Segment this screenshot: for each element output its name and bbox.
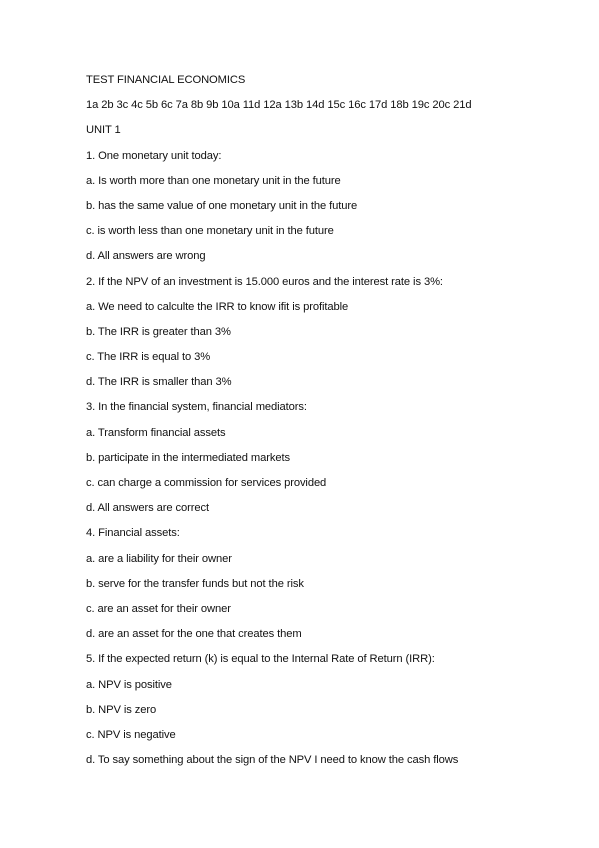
option-b: b. participate in the intermediated markets bbox=[86, 451, 291, 464]
option-b: b. has the same value of one monetary unit in the future bbox=[86, 199, 358, 212]
question-block-3 bbox=[86, 395, 576, 521]
option-a: a. Is worth more than one monetary unit in the future bbox=[86, 174, 341, 187]
option-d: d. The IRR is smaller than 3% bbox=[86, 376, 232, 389]
option-c: c. can charge a commission for services provided bbox=[86, 477, 327, 489]
document-page bbox=[86, 68, 576, 773]
option-b: b. The IRR is greater than 3% bbox=[86, 325, 231, 338]
option-d: d. All answers are correct bbox=[86, 502, 209, 515]
option-d: d. are an asset for the one that creates them bbox=[86, 628, 302, 641]
question-text: 1. One monetary unit today: bbox=[86, 149, 222, 162]
option-b: b. serve for the transfer funds but not the risk bbox=[86, 577, 304, 590]
option-a: a. NPV is positive bbox=[86, 678, 172, 691]
option-d: d. All answers are wrong bbox=[86, 250, 206, 263]
question-block-4 bbox=[86, 521, 576, 647]
unit-heading: UNIT 1 bbox=[86, 124, 121, 137]
option-c: c. NPV is negative bbox=[86, 728, 176, 741]
question-text: 3. In the financial system, financial mediators: bbox=[86, 401, 307, 414]
option-b: b. NPV is zero bbox=[86, 703, 157, 716]
answer-key: 1a 2b 3c 4c 5b 6c 7a 8b 9b 10a 11d 12a 13b 14d 15c 16c 17d 18b 19c 20c 21d bbox=[86, 99, 472, 112]
document-title: TEST FINANCIAL ECONOMICS bbox=[86, 74, 246, 86]
question-block-1 bbox=[86, 144, 576, 270]
option-c: c. are an asset for their owner bbox=[86, 602, 231, 615]
option-a: a. Transform financial assets bbox=[86, 426, 226, 439]
question-block-2 bbox=[86, 270, 576, 396]
option-a: a. We need to calculte the IRR to know ifit is profitable bbox=[86, 300, 349, 313]
option-d: d. To say something about the sign of the NPV I need to know the cash flows bbox=[86, 754, 459, 767]
question-text: 5. If the expected return (k) is equal to the Internal Rate of Return (IRR): bbox=[86, 653, 435, 666]
option-c: c. is worth less than one monetary unit in the future bbox=[86, 225, 334, 238]
question-block-5 bbox=[86, 647, 576, 773]
question-text: 4. Financial assets: bbox=[86, 527, 180, 540]
question-text: 2. If the NPV of an investment is 15.000 euros and the interest rate is 3%: bbox=[86, 275, 443, 288]
option-a: a. are a liability for their owner bbox=[86, 552, 232, 565]
option-c: c. The IRR is equal to 3% bbox=[86, 351, 211, 364]
